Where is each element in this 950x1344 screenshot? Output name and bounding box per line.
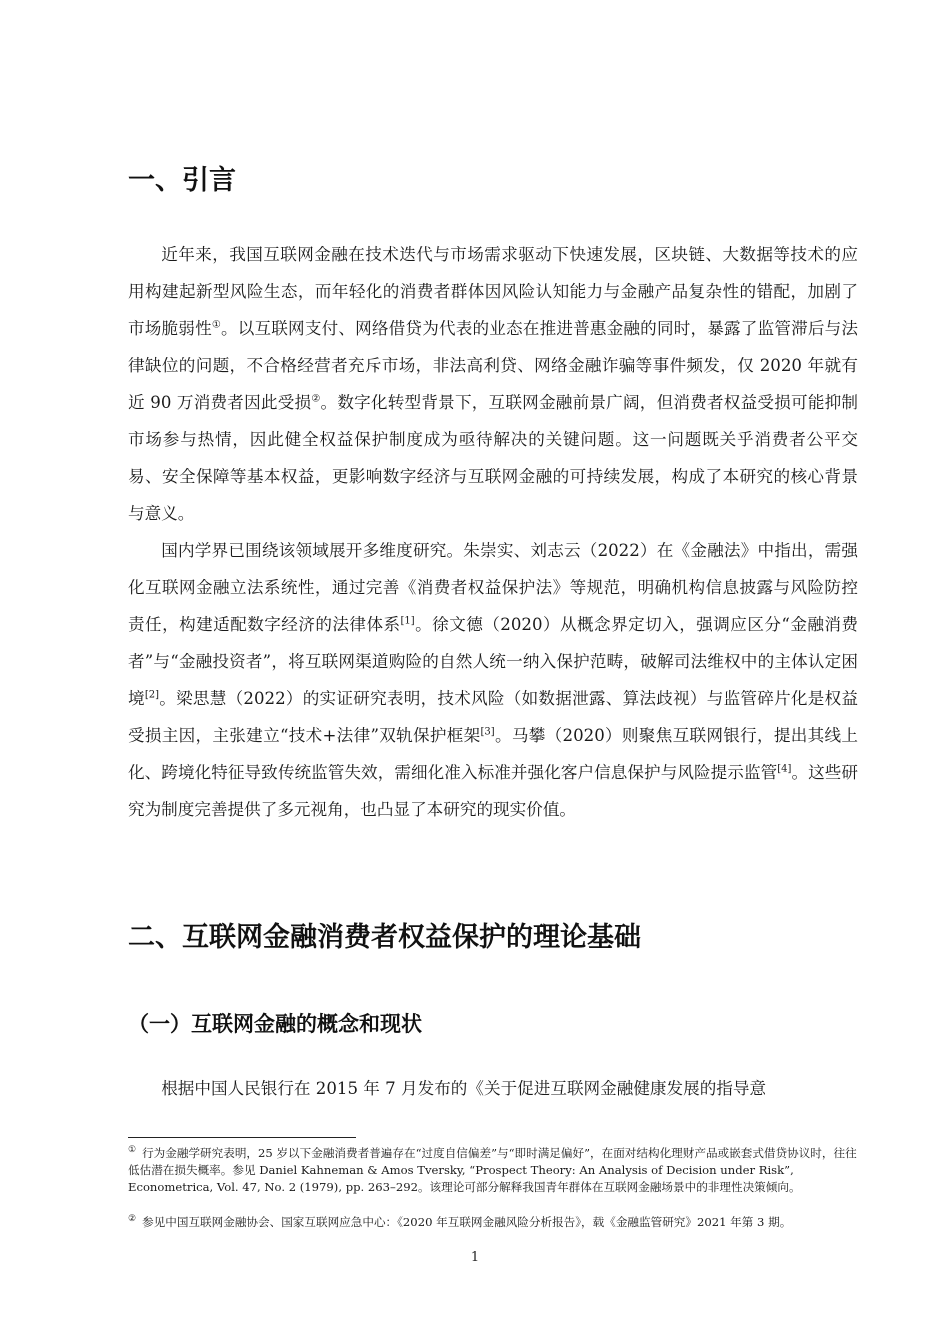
paragraph-concept: 根据中国人民银行在 2015 年 7 月发布的《关于促进互联网金融健康发展的指导意 [161,1079,767,1098]
paragraph-literature-review [128,532,858,828]
citation-marker[interactable]: [4] [777,763,792,775]
paragraph-text: 国内学界已围绕该领域展开多维度研究。朱崇实、刘志云（2022）在《金融法》中指出，需强化互联网金融立法系统性，通过完善《消费者权益保护法》等规范，明确机构信息披露与风险防控责任，构建适配数字经济的法律体系 [128,541,858,634]
subsection-heading-concept: （一）互联网金融的概念和现状 [128,1012,422,1036]
footnote-2-mark: ② [128,1214,137,1225]
paragraph-introduction-background [128,236,858,532]
footnote-1-text: 行为金融学研究表明，25 岁以下金融消费者普遍存在“过度自信偏差”与“即时满足偏好”，在面对结构化理财产品或嵌套式借贷协议时，往往低估潜在损失概率。参见 Daniel Kahneman & Amos Tversky, “Prospect Theory: An Analysis of Decision under Risk”, Econometrica, Vol. 47, No. 2 (1979), pp. 263–292。该理论可部分解释我国青年群体在互联网金融场景中的非理性决策倾向。 [128,1146,857,1194]
section-heading-introduction: 一、引言 [128,165,236,196]
paragraph-text: 。这些研究为制度完善提供了多元视角，也凸显了本研究的现实价值。 [128,763,859,819]
citation-marker[interactable]: [1] [400,615,415,627]
footnote-2 [128,1214,858,1231]
footnote-2-text: 参见中国互联网金融协会、国家互联网应急中心：《2020 年互联网金融风险分析报告》，载《金融监管研究》2021 年第 3 期。 [142,1215,792,1229]
footnote-marker[interactable]: ① [211,319,221,331]
footnote-marker[interactable]: ② [311,393,321,405]
page-number: 1 [470,1250,480,1265]
section-heading-theory: 二、互联网金融消费者权益保护的理论基础 [128,922,641,953]
citation-marker[interactable]: [2] [144,689,160,701]
paragraph-text: 。以互联网支付、网络借贷为代表的业态在推进普惠金融的同时，暴露了监管滞后与法律缺位的问题，不合格经营者充斥市场，非法高利贷、网络金融诈骗等事件频发，仅 2020 年就有近 90 万消费者因此受损 [128,319,858,412]
footnote-separator [128,1137,356,1138]
paragraph-text: 。梁思慧（2022）的实证研究表明，技术风险（如数据泄露、算法歧视）与监管碎片化是权益受损主因，主张建立“技术+法律”双轨保护框架 [128,689,859,745]
citation-marker[interactable]: [3] [480,726,495,738]
paragraph-text: 。数字化转型背景下，互联网金融前景广阔，但消费者权益受损可能抑制市场参与热情，因此健全权益保护制度成为亟待解决的关键问题。这一问题既关乎消费者公平交易、安全保障等基本权益，更影响数字经济与互联网金融的可持续发展，构成了本研究的核心背景与意义。 [128,393,859,523]
paragraph-text: 。马攀（2020）则聚焦互联网银行，提出其线上化、跨境化特征导致传统监管失效，需细化准入标准并强化客户信息保护与风险提示监管 [128,726,859,782]
footnote-1-mark: ① [128,1145,137,1156]
paragraph-text: 。徐文德（2020）从概念界定切入，强调应区分“金融消费者”与“金融投资者”，将互联网渠道购险的自然人统一纳入保护范畴，破解司法维权中的主体认定困境 [128,615,859,708]
paragraph-text: 近年来，我国互联网金融在技术迭代与市场需求驱动下快速发展，区块链、大数据等技术的应用构建起新型风险生态，而年轻化的消费者群体因风险认知能力与金融产品复杂性的错配，加剧了市场脆弱性 [128,245,858,338]
footnote-1 [128,1145,858,1196]
